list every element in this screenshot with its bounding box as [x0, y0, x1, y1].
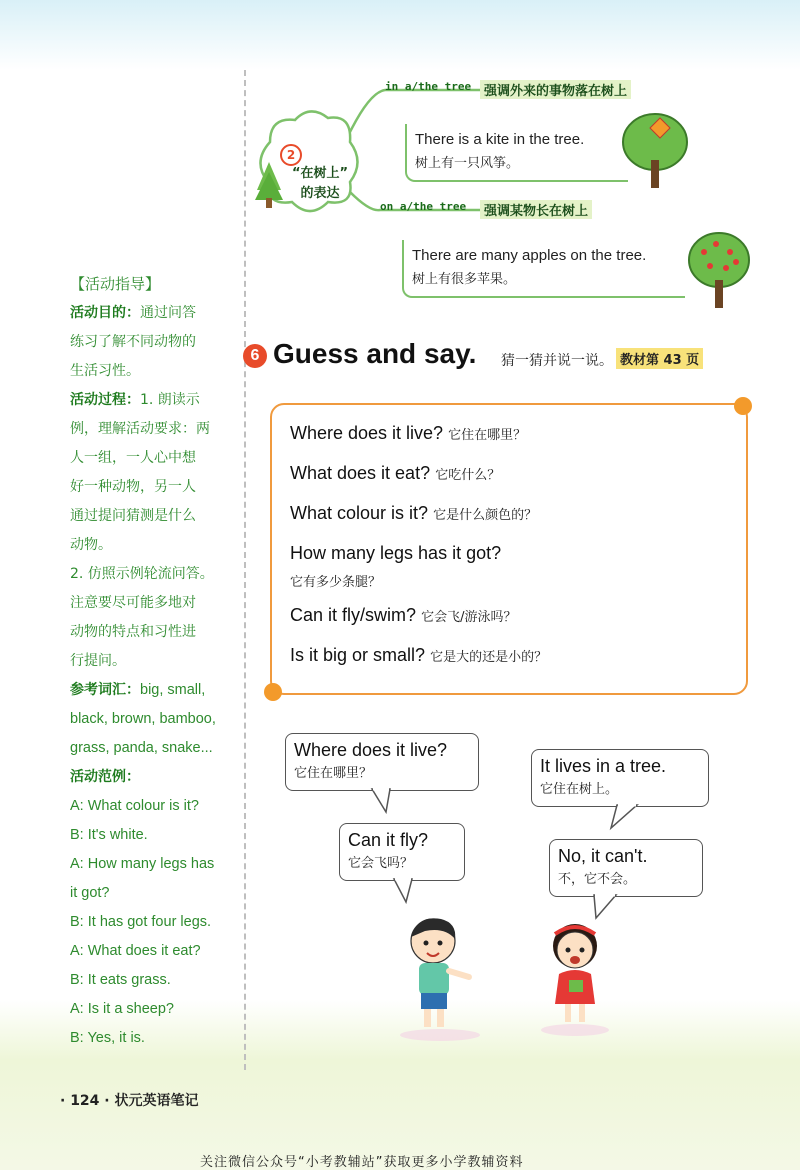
process-label: 活动过程： — [70, 392, 140, 408]
mindmap-title-line2: 的表达 — [300, 186, 340, 201]
speech-bubble-boy-1 — [285, 733, 479, 791]
branch2-example-zh: 树上有很多苹果。 — [412, 272, 517, 287]
example-line: A: What colour is it? — [70, 798, 199, 814]
bubble-en: It lives in a tree. — [540, 756, 667, 776]
column-divider — [244, 70, 246, 1070]
question-item — [290, 419, 730, 459]
purpose-line: 通过问答 — [140, 305, 196, 321]
bubble-zh: 它住在树上。 — [540, 782, 619, 797]
activity-guide-sidebar — [70, 270, 238, 1053]
textbook-ref-badge: 教材第 43 页 — [616, 348, 703, 369]
question-zh-line — [290, 567, 730, 601]
section-title: Guess and say. — [273, 338, 477, 369]
purpose-label: 活动目的： — [70, 305, 140, 321]
example-line: B: It's white. — [70, 827, 148, 843]
question-list — [290, 419, 730, 681]
process-line: 好一种动物，另一人 — [70, 479, 196, 495]
process-line: 注意要尽可能多地对 — [70, 595, 196, 611]
question-item — [290, 459, 730, 499]
example-line: B: It eats grass. — [70, 972, 171, 988]
purpose-line: 生活习性。 — [70, 363, 140, 379]
page-number: · 124 · 状元英语笔记 — [60, 1093, 199, 1109]
question-item — [290, 601, 730, 641]
corner-dot — [734, 397, 752, 415]
vocab-label: 参考词汇： — [70, 682, 140, 698]
section-number: 6 — [243, 344, 267, 368]
bubble-en: Where does it live? — [294, 740, 448, 760]
process-line: 动物。 — [70, 537, 112, 553]
branch1-example — [405, 124, 628, 182]
purpose-line: 练习了解不同动物的 — [70, 334, 196, 350]
mindmap-number: 2 — [280, 144, 302, 166]
branch1-example-en: There is a kite in the tree. — [415, 131, 585, 148]
in-on-tree-mindmap — [250, 72, 790, 312]
section-subtitle: 猜一猜并说一说。 — [501, 353, 613, 369]
question-item — [290, 499, 730, 539]
apple-tree-icon — [686, 230, 752, 310]
process-line: 1. 朗读示 — [140, 392, 200, 408]
corner-dot — [264, 683, 282, 701]
example-line: B: It has got four legs. — [70, 914, 212, 930]
question-box — [270, 403, 748, 695]
question-zh: 它是什么颜色的？ — [433, 508, 538, 523]
vocab-line: grass, panda, snake... — [70, 740, 213, 756]
sidebar-heading: 【活动指导】 — [70, 275, 161, 293]
vocab-line: black, brown, bamboo, — [70, 711, 216, 727]
branch1-desc: 强调外来的事物落在树上 — [480, 80, 631, 99]
vocab-line: big, small, — [140, 682, 206, 698]
bubble-zh: 它住在哪里？ — [294, 766, 373, 781]
footer-note: 关注微信公众号“小考教辅站”获取更多小学教辅资料 — [200, 1155, 524, 1170]
bubble-zh: 它会飞吗？ — [348, 856, 414, 871]
bubble-en: Can it fly? — [348, 830, 429, 850]
tree-with-kite-icon — [620, 110, 690, 190]
example-line: A: What does it eat? — [70, 943, 201, 959]
branch2-desc: 强调某物长在树上 — [480, 200, 592, 219]
example-line: it got? — [70, 885, 110, 901]
process-line: 例，理解活动要求：两 — [70, 421, 210, 437]
question-zh: 它吃什么？ — [435, 468, 501, 483]
question-en: What colour is it? — [290, 503, 429, 523]
branch2-example — [402, 240, 685, 298]
bubble-tail — [392, 878, 422, 908]
question-zh: 它有多少条腿？ — [290, 575, 382, 590]
bubble-en: No, it can't. — [558, 846, 648, 866]
question-en: Is it big or small? — [290, 645, 426, 665]
example-line: A: Is it a sheep? — [70, 1001, 174, 1017]
process-line: 通过提问猜测是什么 — [70, 508, 196, 524]
question-zh: 它会飞/游泳吗？ — [421, 610, 517, 625]
section-heading — [243, 338, 783, 378]
boy-illustration — [395, 915, 485, 1045]
bubble-tail — [607, 804, 647, 834]
mindmap-cloud — [250, 102, 365, 222]
speech-bubble-girl-1 — [531, 749, 709, 807]
branch2-example-en: There are many apples on the tree. — [412, 247, 647, 264]
example-label: 活动范例： — [70, 769, 140, 785]
example-line: A: How many legs has — [70, 856, 215, 872]
question-item — [290, 641, 730, 681]
mindmap-title — [280, 164, 360, 204]
branch1-label: in a/the tree — [385, 80, 472, 93]
branch1-example-zh: 树上有一只风筝。 — [415, 156, 520, 171]
question-en: What does it eat? — [290, 463, 431, 483]
process-line: 动物的特点和习性进 — [70, 624, 196, 640]
girl-illustration — [535, 918, 615, 1038]
process-line: 行提问。 — [70, 653, 126, 669]
example-line: B: Yes, it is. — [70, 1030, 145, 1046]
bubble-zh: 不，它不会。 — [558, 872, 637, 887]
process-line: 人一组，一人心中想 — [70, 450, 196, 466]
question-zh: 它是大的还是小的？ — [430, 650, 548, 665]
bubble-tail — [370, 788, 400, 818]
question-en: Can it fly/swim? — [290, 605, 417, 625]
process-line: 2. 仿照示例轮流问答。 — [70, 566, 214, 582]
speech-bubble-girl-2 — [549, 839, 703, 897]
question-zh: 它住在哪里？ — [448, 428, 527, 443]
branch2-label: on a/the tree — [380, 200, 467, 213]
question-en: How many legs has it got? — [290, 543, 502, 563]
question-en: Where does it live? — [290, 423, 444, 443]
speech-bubble-boy-2 — [339, 823, 465, 881]
mindmap-title-line1: “在树上” — [291, 166, 349, 181]
